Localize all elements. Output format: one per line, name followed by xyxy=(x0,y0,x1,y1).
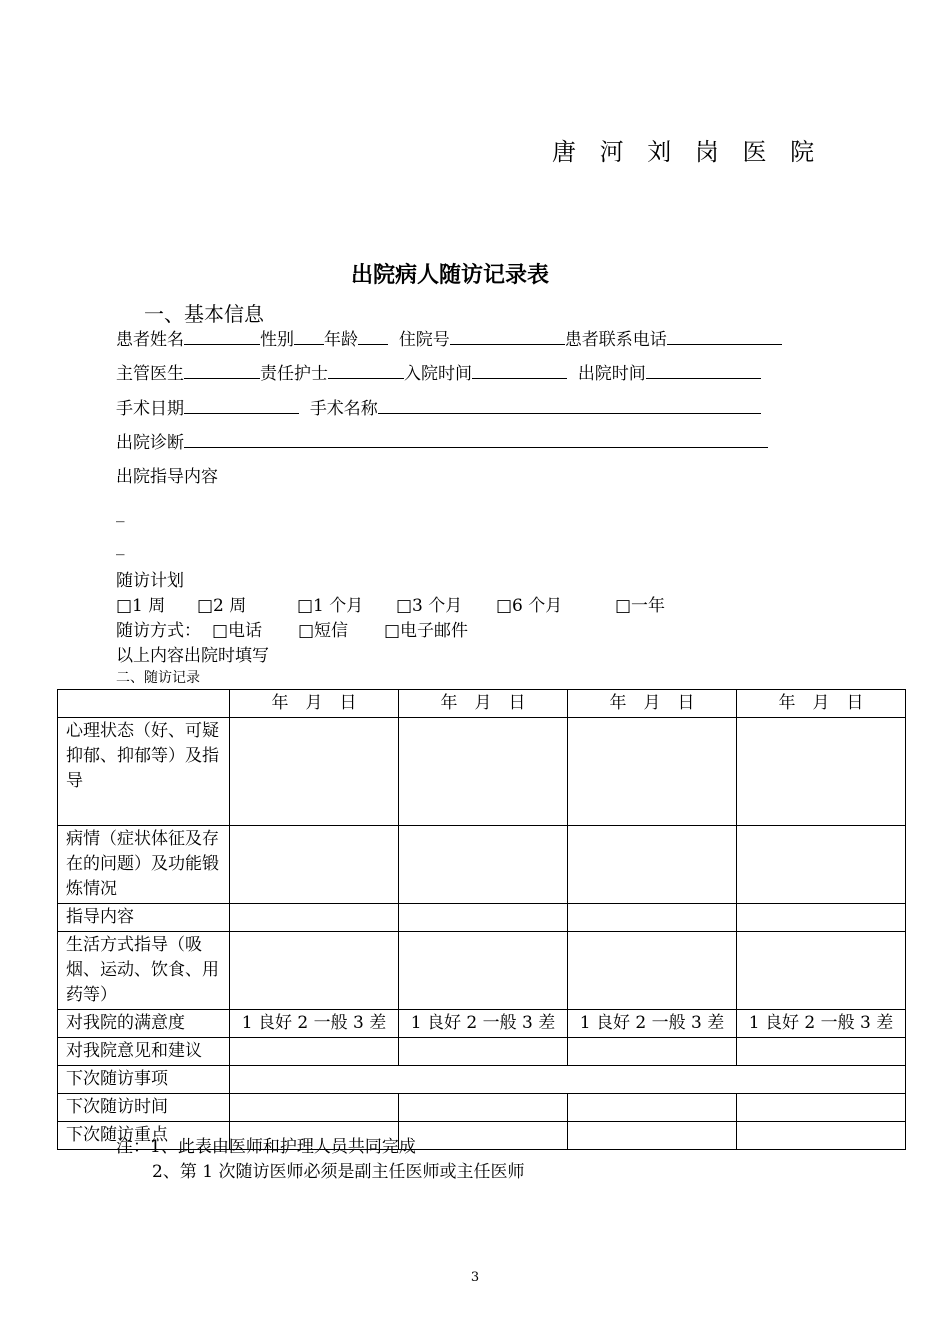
basic-info-row-3 xyxy=(116,394,761,419)
note-2: 2、第 1 次随访医师必须是副主任医师或主任医师 xyxy=(152,1162,525,1182)
cell-next-focus-4[interactable] xyxy=(737,1122,906,1150)
form-title: 出院病人随访记录表 xyxy=(350,262,549,288)
patient-name-label: 患者姓名 xyxy=(116,330,184,350)
discharge-diagnosis-label: 出院诊断 xyxy=(116,433,184,453)
table-row xyxy=(58,1038,906,1066)
cell-condition-3[interactable] xyxy=(568,826,737,904)
method-phone[interactable]: □电话 xyxy=(212,621,263,641)
cell-guidance-2[interactable] xyxy=(399,904,568,932)
cell-next-focus-3[interactable] xyxy=(568,1122,737,1150)
followup-plan-label: 随访计划 xyxy=(116,571,184,591)
table-row xyxy=(58,904,906,932)
admission-no-label: 住院号 xyxy=(398,330,450,350)
cell-satisfaction-1[interactable]: 1 良好 2 一般 3 差 xyxy=(230,1010,399,1038)
date-header-1[interactable]: 年 月 日 xyxy=(230,690,399,718)
option-2-weeks[interactable]: □2 周 xyxy=(197,596,247,616)
patient-phone-label: 患者联系电话 xyxy=(564,330,667,350)
cell-next-time-3[interactable] xyxy=(568,1094,737,1122)
cell-satisfaction-4[interactable]: 1 良好 2 一般 3 差 xyxy=(737,1010,906,1038)
cell-psych-4[interactable] xyxy=(737,718,906,826)
row-label-guidance: 指导内容 xyxy=(58,904,230,932)
cell-psych-2[interactable] xyxy=(399,718,568,826)
cell-next-time-4[interactable] xyxy=(737,1094,906,1122)
attending-doctor-field[interactable] xyxy=(184,362,260,379)
row-label-next-focus: 下次随访重点 xyxy=(58,1122,230,1150)
method-sms[interactable]: □短信 xyxy=(298,621,349,641)
cell-guidance-1[interactable] xyxy=(230,904,399,932)
option-1-week[interactable]: □1 周 xyxy=(116,596,166,616)
section1-title: 一、基本信息 xyxy=(144,302,264,326)
cell-condition-2[interactable] xyxy=(399,826,568,904)
followup-method-label: 随访方式： xyxy=(116,621,201,641)
row-label-lifestyle: 生活方式指导（吸烟、运动、饮食、用药等） xyxy=(58,932,230,1010)
table-row xyxy=(58,718,906,826)
cell-lifestyle-4[interactable] xyxy=(737,932,906,1010)
discharge-time-field[interactable] xyxy=(646,362,761,379)
discharge-guidance-label: 出院指导内容 xyxy=(116,467,218,487)
note-1: 注：1、此表由医师和护理人员共同完成 xyxy=(116,1137,416,1157)
basic-info-row-1 xyxy=(116,325,782,350)
responsible-nurse-label: 责任护士 xyxy=(260,364,328,384)
row-label-suggestions: 对我院意见和建议 xyxy=(58,1038,230,1066)
admission-no-field[interactable] xyxy=(450,328,565,345)
cell-satisfaction-2[interactable]: 1 良好 2 一般 3 差 xyxy=(399,1010,568,1038)
age-field[interactable] xyxy=(358,328,388,345)
table-row xyxy=(58,1094,906,1122)
admission-time-label: 入院时间 xyxy=(404,364,472,384)
surgery-name-field[interactable] xyxy=(378,397,761,414)
patient-phone-field[interactable] xyxy=(667,328,782,345)
cell-lifestyle-3[interactable] xyxy=(568,932,737,1010)
admission-time-field[interactable] xyxy=(472,362,567,379)
hospital-name: 唐 河 刘 岗 医 院 xyxy=(552,138,823,166)
table-row xyxy=(58,1010,906,1038)
table-header-row xyxy=(58,690,906,718)
basic-info-row-2 xyxy=(116,359,761,384)
cell-psych-1[interactable] xyxy=(230,718,399,826)
row-label-psych: 心理状态（好、可疑抑郁、抑郁等）及指导 xyxy=(58,718,230,826)
gender-field[interactable] xyxy=(294,328,324,345)
cell-guidance-3[interactable] xyxy=(568,904,737,932)
followup-record-table xyxy=(57,689,906,1150)
header-blank-cell xyxy=(58,690,230,718)
attending-doctor-label: 主管医生 xyxy=(116,364,184,384)
cell-psych-3[interactable] xyxy=(568,718,737,826)
date-header-2[interactable]: 年 月 日 xyxy=(399,690,568,718)
discharge-diagnosis-field[interactable] xyxy=(184,431,768,448)
cell-suggestions-2[interactable] xyxy=(399,1038,568,1066)
cell-satisfaction-3[interactable]: 1 良好 2 一般 3 差 xyxy=(568,1010,737,1038)
cell-next-time-2[interactable] xyxy=(399,1094,568,1122)
table-row xyxy=(58,826,906,904)
row-label-next-time: 下次随访时间 xyxy=(58,1094,230,1122)
cell-suggestions-3[interactable] xyxy=(568,1038,737,1066)
option-3-months[interactable]: □3 个月 xyxy=(396,596,463,616)
date-header-3[interactable]: 年 月 日 xyxy=(568,690,737,718)
date-header-4[interactable]: 年 月 日 xyxy=(737,690,906,718)
cell-next-focus-2[interactable] xyxy=(399,1122,568,1150)
table-row xyxy=(58,932,906,1010)
responsible-nurse-field[interactable] xyxy=(328,362,404,379)
row-label-satisfaction: 对我院的满意度 xyxy=(58,1010,230,1038)
guidance-line-2[interactable]: _ xyxy=(116,536,125,556)
cell-condition-4[interactable] xyxy=(737,826,906,904)
cell-lifestyle-2[interactable] xyxy=(399,932,568,1010)
table-row xyxy=(58,1066,906,1094)
option-1-year[interactable]: □一年 xyxy=(615,596,666,616)
basic-info-row-4 xyxy=(116,428,768,453)
option-1-month[interactable]: □1 个月 xyxy=(297,596,364,616)
surgery-date-label: 手术日期 xyxy=(116,399,184,419)
gender-label: 性别 xyxy=(260,330,294,350)
guidance-line-1[interactable]: _ xyxy=(116,503,125,523)
cell-next-time-1[interactable] xyxy=(230,1094,399,1122)
row-label-next-items: 下次随访事项 xyxy=(58,1066,230,1094)
surgery-date-field[interactable] xyxy=(184,397,299,414)
cell-guidance-4[interactable] xyxy=(737,904,906,932)
age-label: 年龄 xyxy=(324,330,358,350)
row-label-condition: 病情（症状体征及存在的问题）及功能锻炼情况 xyxy=(58,826,230,904)
section2-title: 二、随访记录 xyxy=(116,670,200,686)
patient-name-field[interactable] xyxy=(184,328,260,345)
cell-suggestions-1[interactable] xyxy=(230,1038,399,1066)
page-number: 3 xyxy=(470,1270,480,1285)
cell-lifestyle-1[interactable] xyxy=(230,932,399,1010)
method-email[interactable]: □电子邮件 xyxy=(384,621,469,641)
cell-condition-1[interactable] xyxy=(230,826,399,904)
surgery-name-label: 手术名称 xyxy=(309,399,378,419)
cell-suggestions-4[interactable] xyxy=(737,1038,906,1066)
option-6-months[interactable]: □6 个月 xyxy=(496,596,563,616)
cell-next-items[interactable] xyxy=(230,1066,906,1094)
fill-note: 以上内容出院时填写 xyxy=(116,646,269,666)
discharge-time-label: 出院时间 xyxy=(577,364,646,384)
